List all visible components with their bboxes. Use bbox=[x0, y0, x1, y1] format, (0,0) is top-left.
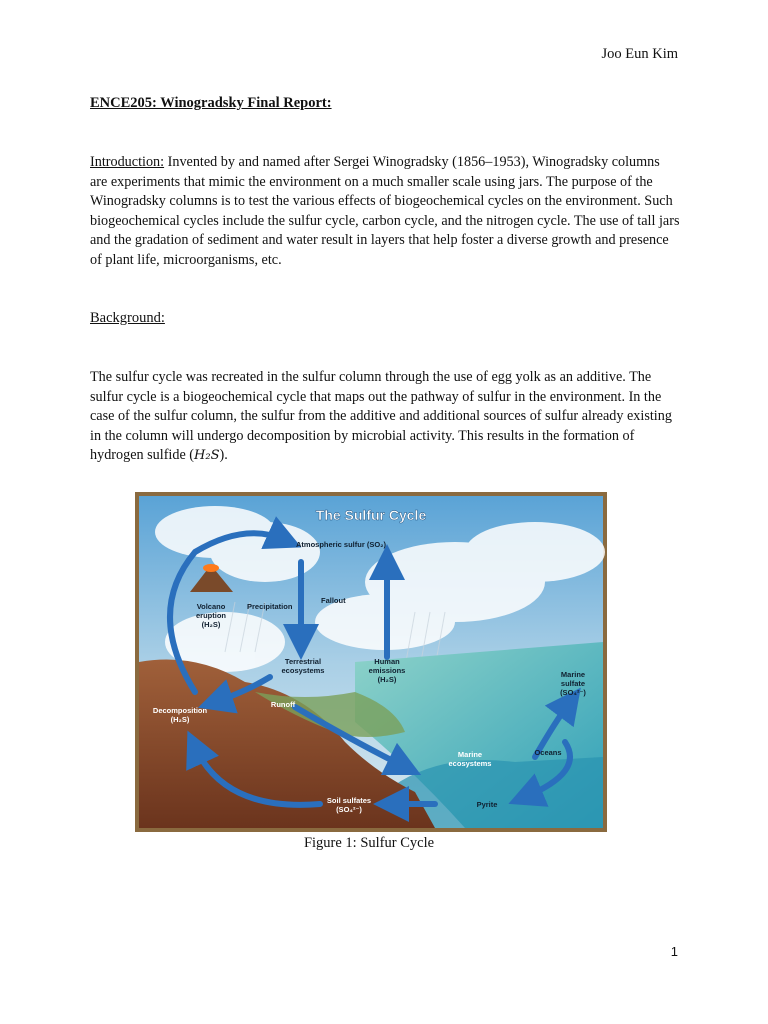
label-marine-sulfate-1: Marine bbox=[560, 670, 586, 679]
label-human-2: emissions bbox=[368, 666, 406, 675]
introduction-label: Introduction: bbox=[90, 154, 165, 170]
label-precipitation: Precipitation bbox=[247, 602, 293, 611]
label-decomposition-1: Decomposition bbox=[152, 706, 208, 715]
label-human-3: (H₂S) bbox=[377, 675, 397, 684]
background-text-end: ). bbox=[219, 447, 228, 464]
h2s-formula: H₂S bbox=[194, 448, 220, 464]
sulfur-cycle-diagram bbox=[135, 492, 607, 832]
introduction-text: Invented by and named after Sergei Winogradsky (1856–1953), Winogradsky columns are experiments that mimic the environment on a much smaller scale using jars. The purpose of the Winogradsky columns is to test the various effects of biogeochemical cycles on the environment. Such biogeochemical cycles include the sulfur cycle, carbon cycle, and the nitrogen cycle. The use of tall jars and the gradation of sediment and water result in layers that help foster a diverse growth and presence of plant life, microorganisms, etc. bbox=[90, 154, 680, 268]
label-soil-1: Soil sulfates bbox=[326, 796, 372, 805]
label-oceans: Oceans bbox=[534, 748, 562, 757]
label-atmospheric: Atmospheric sulfur (SO₂) bbox=[295, 540, 387, 549]
figure-title: The Sulfur Cycle bbox=[315, 507, 427, 523]
background-paragraph bbox=[90, 368, 680, 466]
report-title: ENCE205: Winogradsky Final Report: bbox=[90, 95, 332, 111]
label-marine-sulfate-2: sulfate bbox=[560, 679, 586, 688]
page-number: 1 bbox=[670, 944, 678, 959]
label-volcano-2: eruption bbox=[196, 611, 226, 620]
label-terrestrial-1: Terrestrial bbox=[284, 657, 322, 666]
label-runoff: Runoff bbox=[270, 700, 296, 709]
background-text: The sulfur cycle was recreated in the sulfur column through the use of egg yolk as an additive. The sulfur cycle is a biogeochemical cycle that maps out the pathway of sulfur in the environment. In the case of the sulfur column, the sulfur from the additive and additional sources of sulfur already existing in the column will undergo decomposition by microbial activity. This results in the formation of hydrogen sulfide ( bbox=[90, 369, 672, 464]
label-marine-eco-1: Marine bbox=[457, 750, 483, 759]
figure-caption: Figure 1: Sulfur Cycle bbox=[303, 835, 435, 851]
label-soil-2: (SO₄²⁻) bbox=[336, 805, 362, 814]
label-marine-eco-2: ecosystems bbox=[448, 759, 492, 768]
label-terrestrial-2: ecosystems bbox=[281, 666, 325, 675]
label-pyrite: Pyrite bbox=[476, 800, 498, 809]
label-marine-sulfate-3: (SO₄²⁻) bbox=[560, 688, 586, 697]
label-fallout: Fallout bbox=[321, 596, 346, 605]
sulfur-cycle-figure bbox=[135, 492, 607, 832]
label-volcano-1: Volcano bbox=[196, 602, 226, 611]
label-human-1: Human bbox=[374, 657, 400, 666]
background-heading: Background: bbox=[90, 310, 165, 326]
author-name: Joo Eun Kim bbox=[601, 46, 678, 62]
introduction-paragraph bbox=[90, 153, 680, 271]
label-volcano-3: (H₂S) bbox=[201, 620, 221, 629]
label-decomposition-2: (H₂S) bbox=[170, 715, 190, 724]
